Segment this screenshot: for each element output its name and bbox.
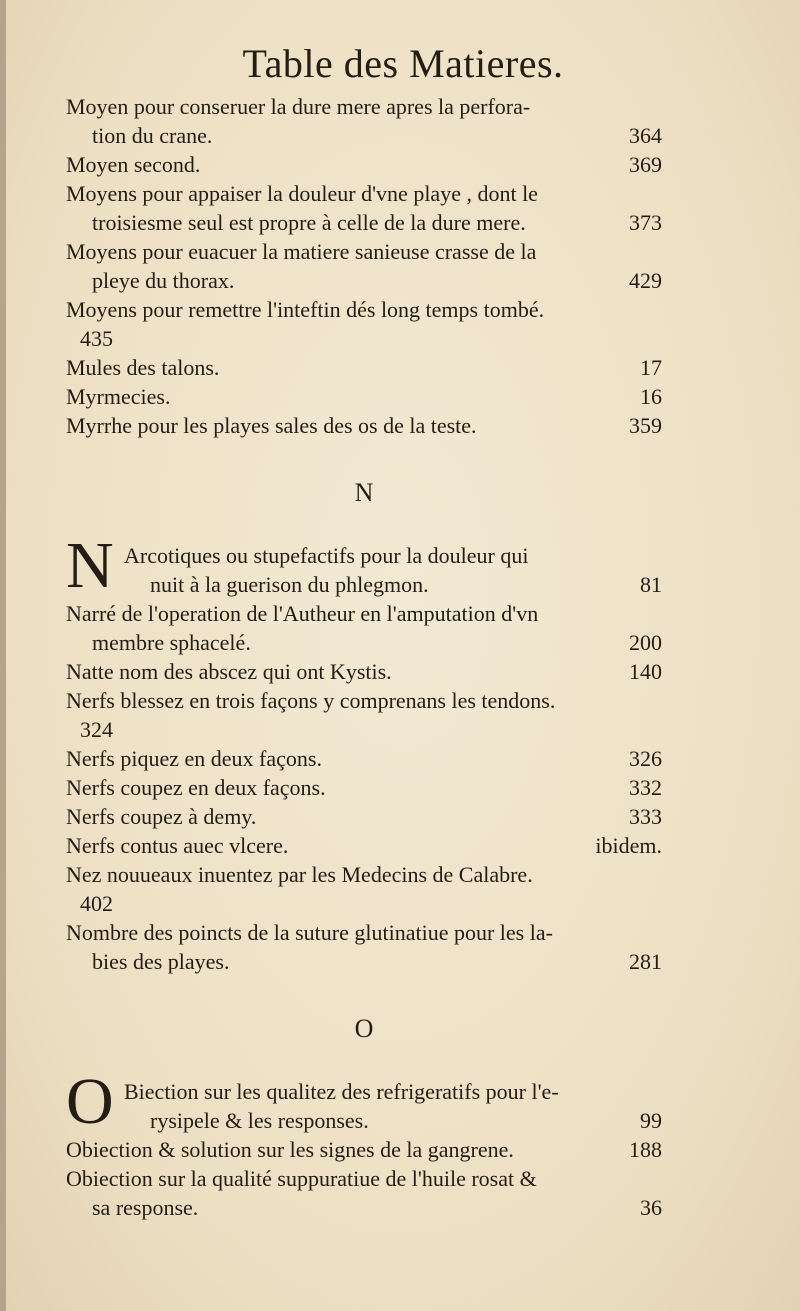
index-entry: Mules des talons. 17 bbox=[66, 355, 662, 380]
index-entry: Moyens pour euacuer la matiere sanieuse crasse de la pleye du thorax. 429 bbox=[66, 239, 662, 293]
index-entry: Nerfs coupez en deux façons. 332 bbox=[66, 775, 662, 800]
index-content bbox=[66, 92, 662, 1222]
index-entry: Moyen second. 369 bbox=[66, 152, 662, 177]
section-n bbox=[66, 529, 662, 976]
index-entry: Moyen pour conseruer la dure mere apres la perfora- tion du crane. 364 bbox=[66, 94, 662, 148]
index-entry: Obiection & solution sur les signes de la gangrene. 188 bbox=[66, 1137, 662, 1162]
page-number: 373 bbox=[629, 210, 662, 235]
page-number: 333 bbox=[629, 804, 662, 829]
page-number: 188 bbox=[629, 1137, 662, 1162]
index-entry: Nez nouueaux inuentez par les Medecins de Calabre. 402 bbox=[66, 860, 662, 918]
page-number: 140 bbox=[629, 659, 662, 684]
drop-cap: N bbox=[66, 529, 114, 602]
page-number: 359 bbox=[629, 413, 662, 438]
page-number: 16 bbox=[640, 384, 662, 409]
section-letter-n: N bbox=[354, 478, 374, 507]
page-number: 36 bbox=[640, 1195, 662, 1220]
index-entry: Moyens pour remettre l'inteftin dés long temps tombé. 435 bbox=[66, 295, 662, 353]
page-number: 429 bbox=[629, 268, 662, 293]
section-letter-o: O bbox=[354, 1014, 374, 1043]
index-entry: Nerfs coupez à demy. 333 bbox=[66, 804, 662, 829]
index-entry: Myrmecies. 16 bbox=[66, 384, 662, 409]
index-entry: Nerfs blessez en trois façons y comprenans les tendons. 324 bbox=[66, 686, 662, 744]
page-number: 200 bbox=[629, 630, 662, 655]
index-entry: O Biection sur les qualitez des refrigeratifs pour l'e- rysipele & les responses. 99 bbox=[66, 1065, 662, 1138]
page-number: 332 bbox=[629, 775, 662, 800]
page-number: 281 bbox=[629, 949, 662, 974]
page-number: 99 bbox=[640, 1108, 662, 1133]
page-number: 326 bbox=[629, 746, 662, 771]
index-entry: Myrrhe pour les playes sales des os de la teste. 359 bbox=[66, 413, 662, 438]
index-entry: Nerfs piquez en deux façons. 326 bbox=[66, 746, 662, 771]
page-number: 364 bbox=[629, 123, 662, 148]
page-number: 81 bbox=[640, 572, 662, 597]
page-number: 17 bbox=[640, 355, 662, 380]
section-m bbox=[66, 92, 662, 440]
index-entry: Obiection sur la qualité suppuratiue de l'huile rosat & sa response. 36 bbox=[66, 1166, 662, 1220]
index-entry: Narré de l'operation de l'Autheur en l'amputation d'vn membre sphacelé. 200 bbox=[66, 601, 662, 655]
page-title: Table des Matieres. bbox=[242, 41, 564, 86]
section-o bbox=[66, 1065, 662, 1222]
page-number: 402 bbox=[80, 891, 113, 916]
index-entry: Moyens pour appaiser la douleur d'vne playe , dont le troisiesme seul est propre à celle de la dure mere. 373 bbox=[66, 181, 662, 235]
page-number: 369 bbox=[629, 152, 662, 177]
page-number: ibidem. bbox=[595, 833, 662, 858]
page-number: 324 bbox=[80, 717, 113, 742]
index-entry: Nerfs contus auec vlcere. ibidem. bbox=[66, 833, 662, 858]
index-entry: Nombre des poincts de la suture glutinatiue pour les la- bies des playes. 281 bbox=[66, 920, 662, 974]
page-number: 435 bbox=[80, 326, 113, 351]
index-entry: Natte nom des abscez qui ont Kystis. 140 bbox=[66, 659, 662, 684]
drop-cap: O bbox=[66, 1065, 114, 1138]
index-entry: N Arcotiques ou stupefactifs pour la douleur qui nuit à la guerison du phlegmon. 81 bbox=[66, 529, 662, 602]
